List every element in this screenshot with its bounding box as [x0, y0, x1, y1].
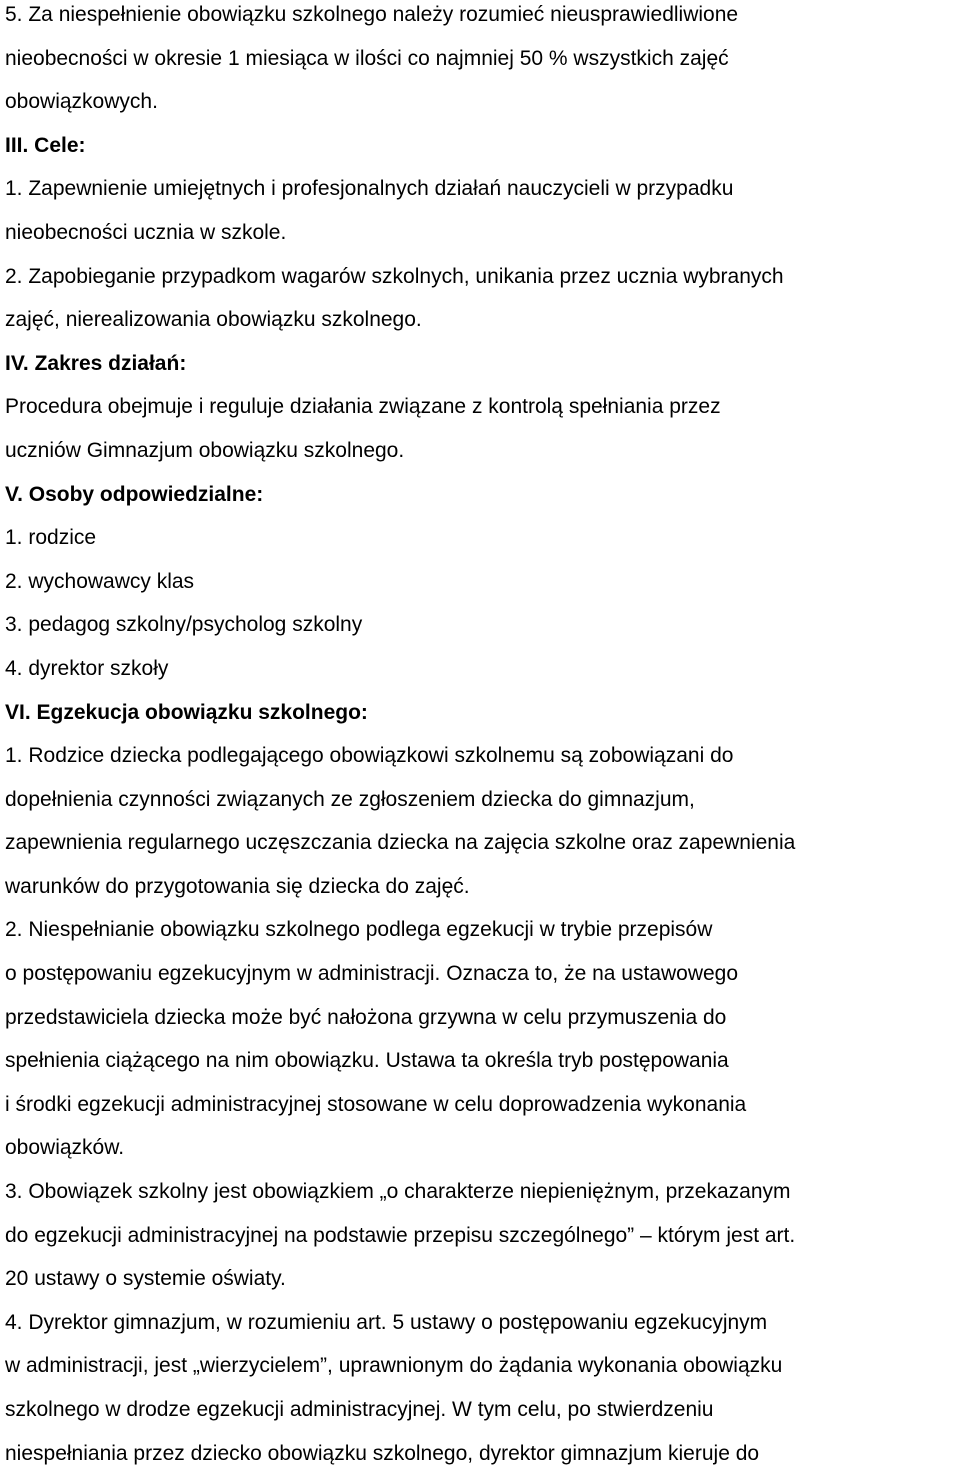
text-line: 2. Zapobieganie przypadkom wagarów szkolnych, unikania przez ucznia wybranych	[5, 264, 784, 288]
list-item: 4. dyrektor szkoły	[5, 656, 169, 680]
text-line: nieobecności w okresie 1 miesiąca w ilości co najmniej 50 % wszystkich zajęć	[5, 46, 729, 70]
text-line: 3. Obowiązek szkolny jest obowiązkiem „o charakterze niepieniężnym, przekazanym	[5, 1180, 791, 1204]
text-line: dopełnienia czynności związanych ze zgłoszeniem dziecka do gimnazjum,	[5, 787, 695, 811]
text-line: zapewnienia regularnego uczęszczania dziecka na zajęcia szkolne oraz zapewnienia	[5, 831, 796, 855]
text-line: w administracji, jest „wierzycielem”, uprawnionym do żądania wykonania obowiązku	[5, 1354, 783, 1378]
text-line: 1. Rodzice dziecka podlegającego obowiązkowi szkolnemu są zobowiązani do	[5, 744, 734, 768]
section-heading: III. Cele:	[5, 133, 86, 157]
text-line: 2. Niespełnianie obowiązku szkolnego podlega egzekucji w trybie przepisów	[5, 918, 713, 942]
text-line: obowiązków.	[5, 1136, 125, 1160]
document-page	[5, 0, 960, 1475]
text-line: obowiązkowych.	[5, 90, 158, 114]
list-item: 1. rodzice	[5, 526, 97, 550]
text-line: 1. Zapewnienie umiejętnych i profesjonalnych działań nauczycieli w przypadku	[5, 177, 734, 201]
text-line: o postępowaniu egzekucyjnym w administracji. Oznacza to, że na ustawowego	[5, 962, 739, 986]
list-item: 3. pedagog szkolny/psycholog szkolny	[5, 613, 363, 637]
text-line: przedstawiciela dziecka może być nałożona grzywna w celu przymuszenia do	[5, 1005, 727, 1029]
text-line: 4. Dyrektor gimnazjum, w rozumieniu art. 5 ustawy o postępowaniu egzekucyjnym	[5, 1310, 768, 1334]
text-line: zajęć, nierealizowania obowiązku szkolnego.	[5, 308, 422, 332]
text-line: spełnienia ciążącego na nim obowiązku. Ustawa ta określa tryb postępowania	[5, 1049, 729, 1073]
list-item: 2. wychowawcy klas	[5, 569, 195, 593]
section-heading: VI. Egzekucja obowiązku szkolnego:	[5, 700, 368, 724]
text-line: uczniów Gimnazjum obowiązku szkolnego.	[5, 438, 405, 462]
text-line: szkolnego w drodze egzekucji administracyjnej. W tym celu, po stwierdzeniu	[5, 1398, 714, 1421]
text-line: nieobecności ucznia w szkole.	[5, 220, 287, 244]
section-heading: V. Osoby odpowiedzialne:	[5, 482, 264, 506]
text-line: i środki egzekucji administracyjnej stosowane w celu doprowadzenia wykonania	[5, 1092, 747, 1116]
text-line: 20 ustawy o systemie oświaty.	[5, 1267, 286, 1291]
text-line: do egzekucji administracyjnej na podstawie przepisu szczególnego” – którym jest art.	[5, 1223, 796, 1247]
text-line: warunków do przygotowania się dziecka do zajęć.	[5, 874, 470, 898]
text-line: niespełniania przez dziecko obowiązku szkolnego, dyrektor gimnazjum kieruje do	[5, 1441, 760, 1465]
text-line: 5. Za niespełnienie obowiązku szkolnego należy rozumieć nieusprawiedliwione	[5, 3, 739, 26]
text-line: Procedura obejmuje i reguluje działania związane z kontrolą spełniania przez	[5, 395, 721, 419]
section-heading: IV. Zakres działań:	[5, 351, 187, 375]
